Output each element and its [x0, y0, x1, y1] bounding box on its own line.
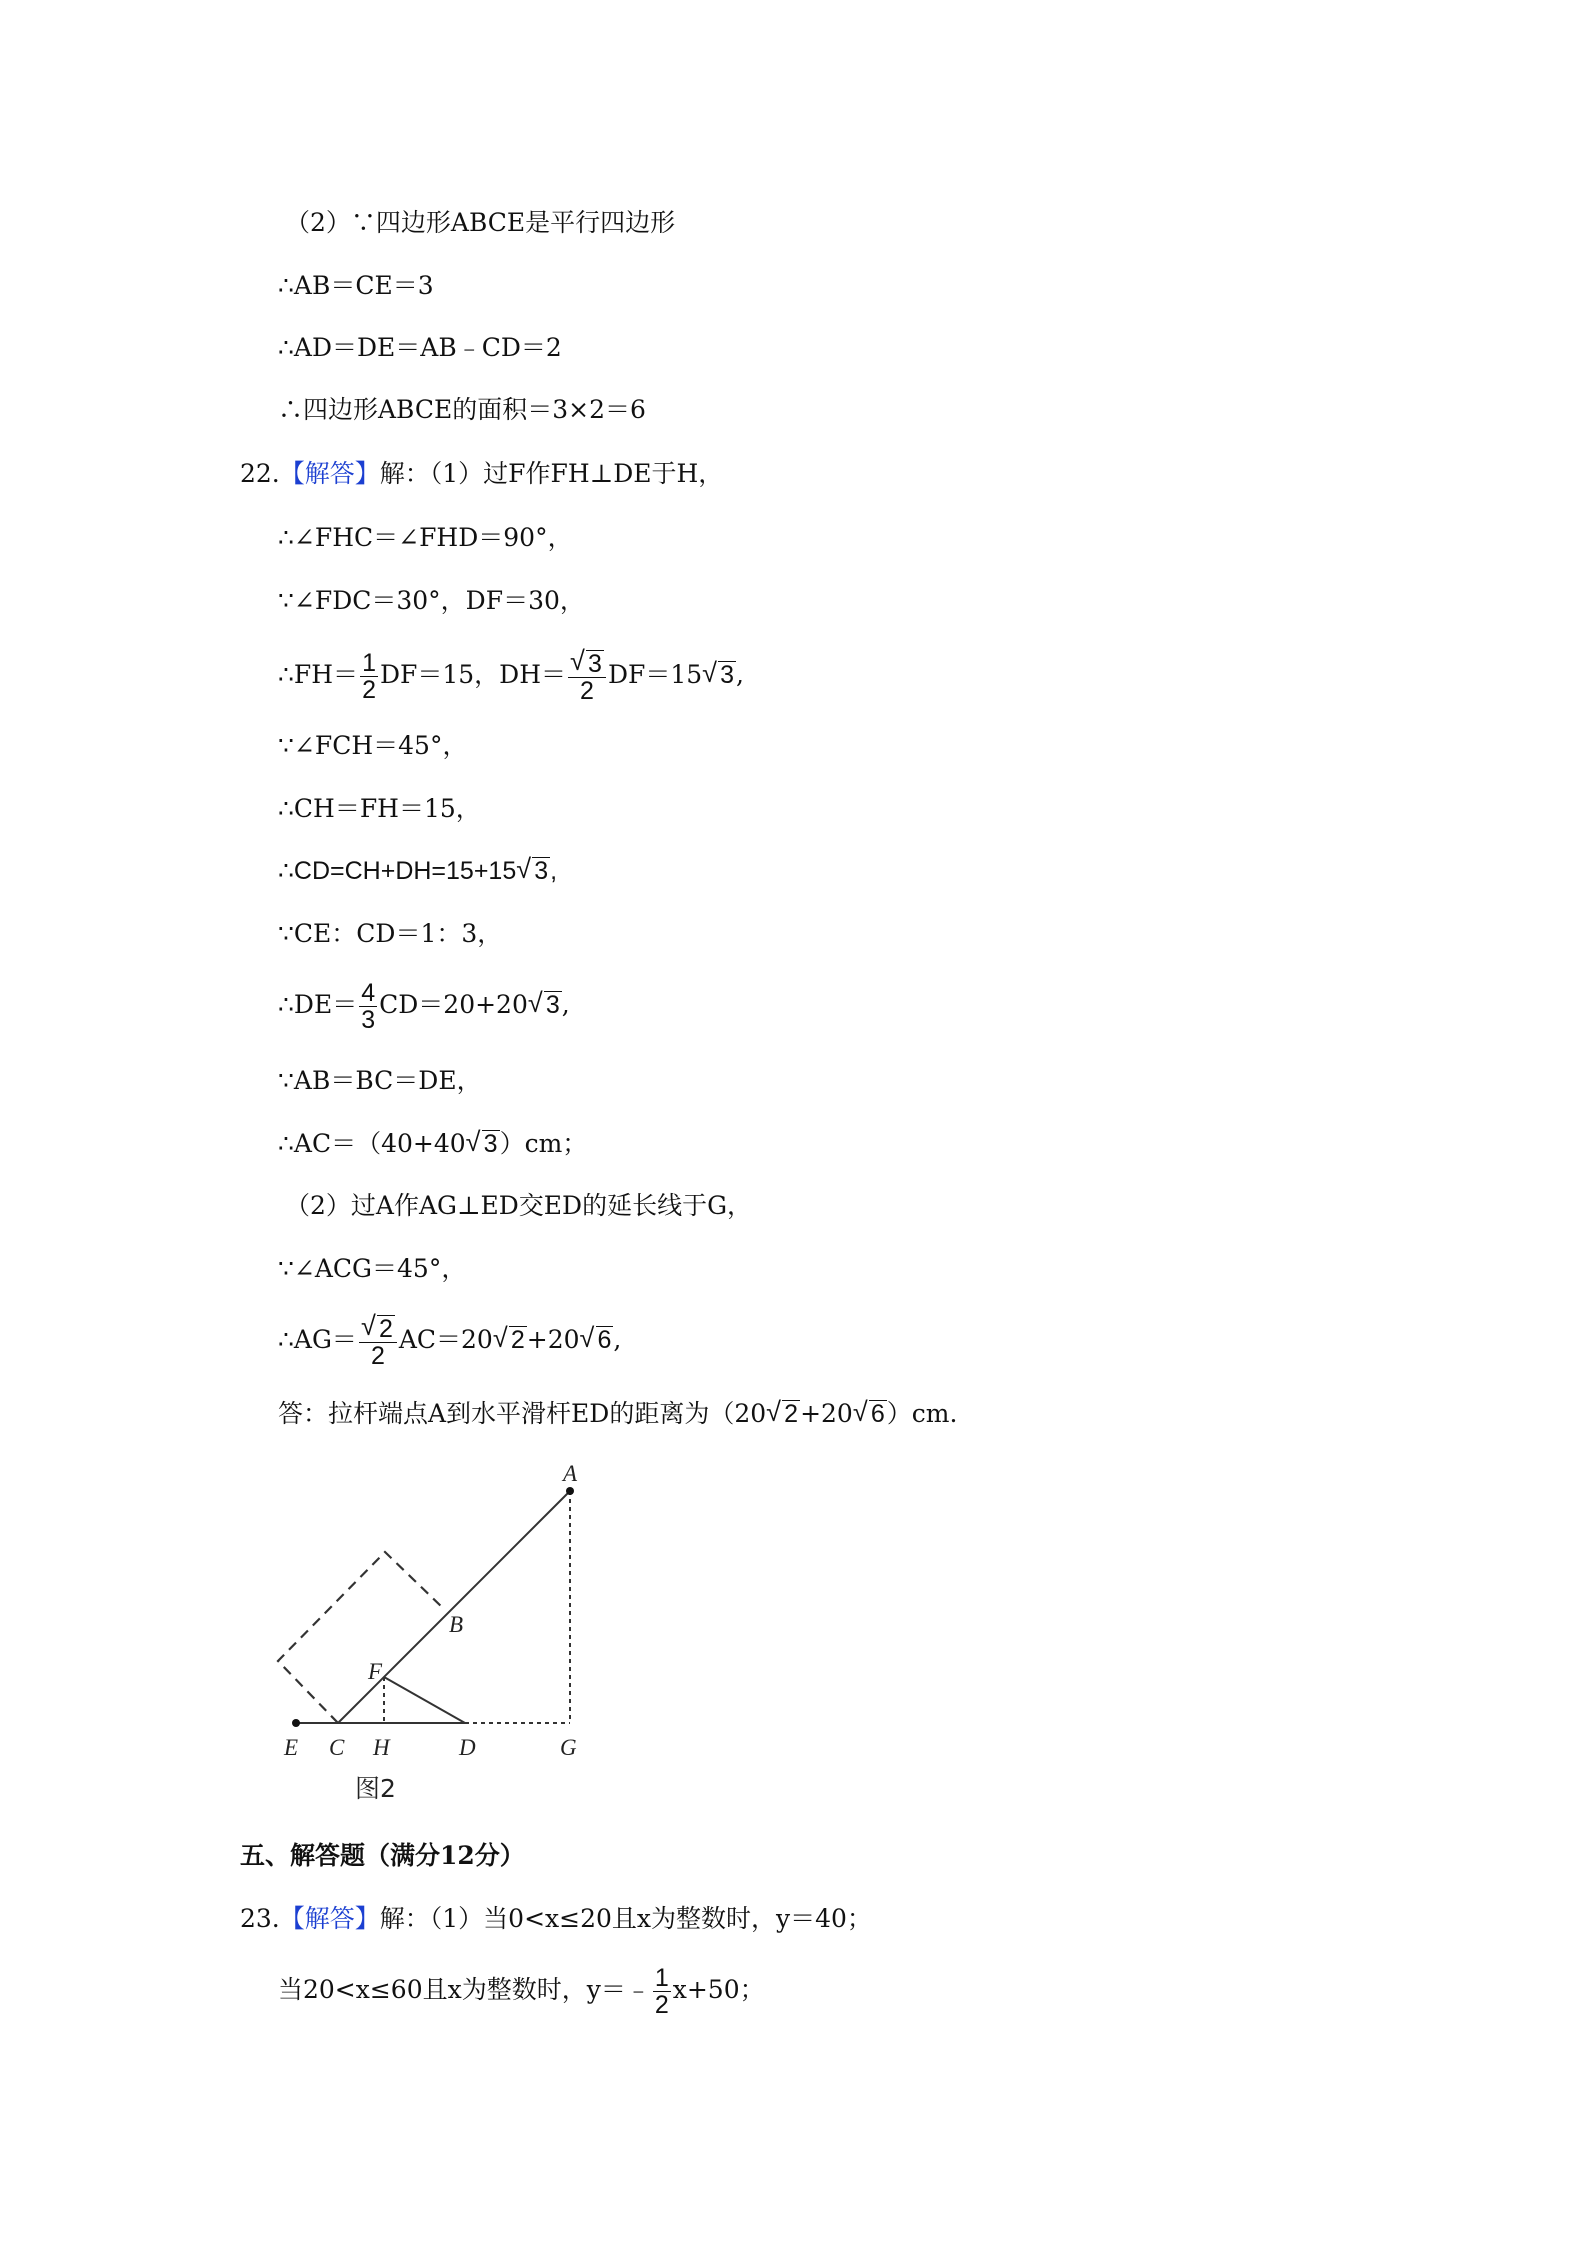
text-part: ）cm；: [499, 1129, 588, 1158]
numerator: [359, 1315, 397, 1343]
text-part: CD＝20+20: [379, 990, 528, 1019]
question-text: 解：（1）过F作FH⊥DE于H，: [379, 459, 724, 488]
sqrt: √ 3: [516, 855, 550, 887]
text-part: DF＝15，DH＝: [379, 660, 567, 689]
text-line: ∵∠FDC＝30°，DF＝30，: [278, 586, 585, 615]
answer-tag: 【解答】: [279, 1904, 380, 1933]
text-part: +20: [526, 1325, 580, 1354]
text-part: +20: [800, 1399, 853, 1428]
text-line-fractions: [278, 1305, 621, 1375]
text-line-fractions: [278, 1955, 765, 2025]
text-part: ∴AC＝（40+40: [278, 1129, 466, 1158]
text-line: （2）∵四边形ABCE是平行四边形: [285, 208, 676, 237]
denominator: 2: [654, 1991, 669, 2019]
sqrt: √ 3: [528, 970, 562, 1040]
sqrt: √ 6: [853, 1398, 887, 1430]
fraction-sqrt3-half: [568, 650, 606, 704]
sqrt: √ 6: [580, 1305, 614, 1375]
sqrt: √ 3: [570, 650, 604, 677]
sqrt: √ 2: [493, 1305, 527, 1375]
text-part: ∴CD=CH+DH=15+15: [278, 857, 517, 885]
denominator: 2: [362, 676, 376, 704]
sqrt: √ 2: [361, 1315, 395, 1342]
fraction-four-thirds: [359, 980, 377, 1033]
sqrt: √ 2: [766, 1398, 800, 1430]
label-D: D: [459, 1735, 476, 1760]
label-F: F: [368, 1659, 383, 1684]
sqrt: √ 3: [702, 640, 736, 710]
fraction-one-half: [360, 650, 378, 703]
numerator: 1: [654, 1964, 669, 1992]
text-line: ∴CH＝FH＝15，: [278, 794, 481, 823]
text-line: [278, 855, 557, 887]
question-number: 23.: [240, 1904, 280, 1933]
text-part: x+50；: [672, 1975, 765, 2004]
text-part: ∴DE＝: [278, 990, 358, 1019]
label-A: A: [563, 1461, 578, 1486]
text-line: ∴四边形ABCE的面积＝3×2＝6: [278, 395, 646, 424]
question-23-heading: [240, 1903, 872, 1935]
denominator: 3: [361, 1006, 376, 1034]
label-G: G: [560, 1735, 577, 1760]
sqrt: √ 3: [466, 1128, 500, 1160]
text-part: ）cm.: [886, 1399, 958, 1428]
figure-caption: 图2: [355, 1774, 396, 1803]
text-part: ,: [550, 857, 558, 885]
label-B: B: [449, 1612, 464, 1637]
text-line: [278, 1128, 587, 1160]
geometry-figure: [270, 1455, 600, 1805]
text-line-fractions: [278, 970, 570, 1040]
text-part: 当20<x≤60且x为整数时，y＝﹣: [278, 1975, 651, 2004]
segment-CA: [338, 1491, 570, 1723]
label-E: E: [284, 1735, 299, 1760]
fraction-sqrt2-half: [359, 1315, 397, 1369]
text-line-fractions: [278, 640, 744, 710]
answer-tag: 【解答】: [279, 459, 380, 488]
segment-FD: [384, 1677, 465, 1723]
text-part: DF＝15: [607, 660, 703, 689]
numerator: 4: [361, 979, 376, 1007]
text-line: ∵∠FCH＝45°，: [278, 731, 468, 760]
text-part: ,: [561, 990, 570, 1019]
point-A: [566, 1487, 574, 1495]
denominator: 2: [370, 1341, 385, 1370]
text-part: AC＝20: [398, 1325, 493, 1354]
point-E: [292, 1719, 300, 1727]
text-line: ∵∠ACG＝45°，: [278, 1254, 467, 1283]
text-part: ,: [613, 1325, 622, 1354]
text-line: ∴AB＝CE＝3: [278, 271, 434, 300]
label-H: H: [373, 1735, 390, 1760]
text-line: ∴AD＝DE＝AB﹣CD＝2: [278, 333, 562, 362]
numerator: 1: [362, 649, 376, 677]
question-text: 解：（1）当0<x≤20且x为整数时，y＝40；: [379, 1904, 872, 1933]
text-line: ∵AB＝BC＝DE，: [278, 1066, 482, 1095]
numerator: [568, 650, 606, 678]
fraction-one-half: [653, 1965, 671, 2018]
answer-line: [278, 1398, 957, 1430]
text-line: （2）过A作AG⊥ED交ED的延长线于G，: [285, 1191, 753, 1220]
section-heading: 五、解答题（满分12分）: [240, 1841, 525, 1870]
text-part: 答：拉杆端点A到水平滑杆ED的距离为（20: [278, 1399, 767, 1428]
text-line: ∴∠FHC＝∠FHD＝90°，: [278, 523, 573, 552]
text-part: ,: [736, 660, 744, 689]
text-part: ∴AG＝: [278, 1325, 357, 1354]
label-C: C: [329, 1735, 345, 1760]
text-part: ∴FH＝: [278, 660, 359, 689]
text-line: ∵CE：CD＝1：3，: [278, 919, 503, 948]
question-22-heading: [240, 458, 723, 490]
denominator: 2: [580, 676, 594, 705]
question-number: 22.: [240, 459, 280, 488]
